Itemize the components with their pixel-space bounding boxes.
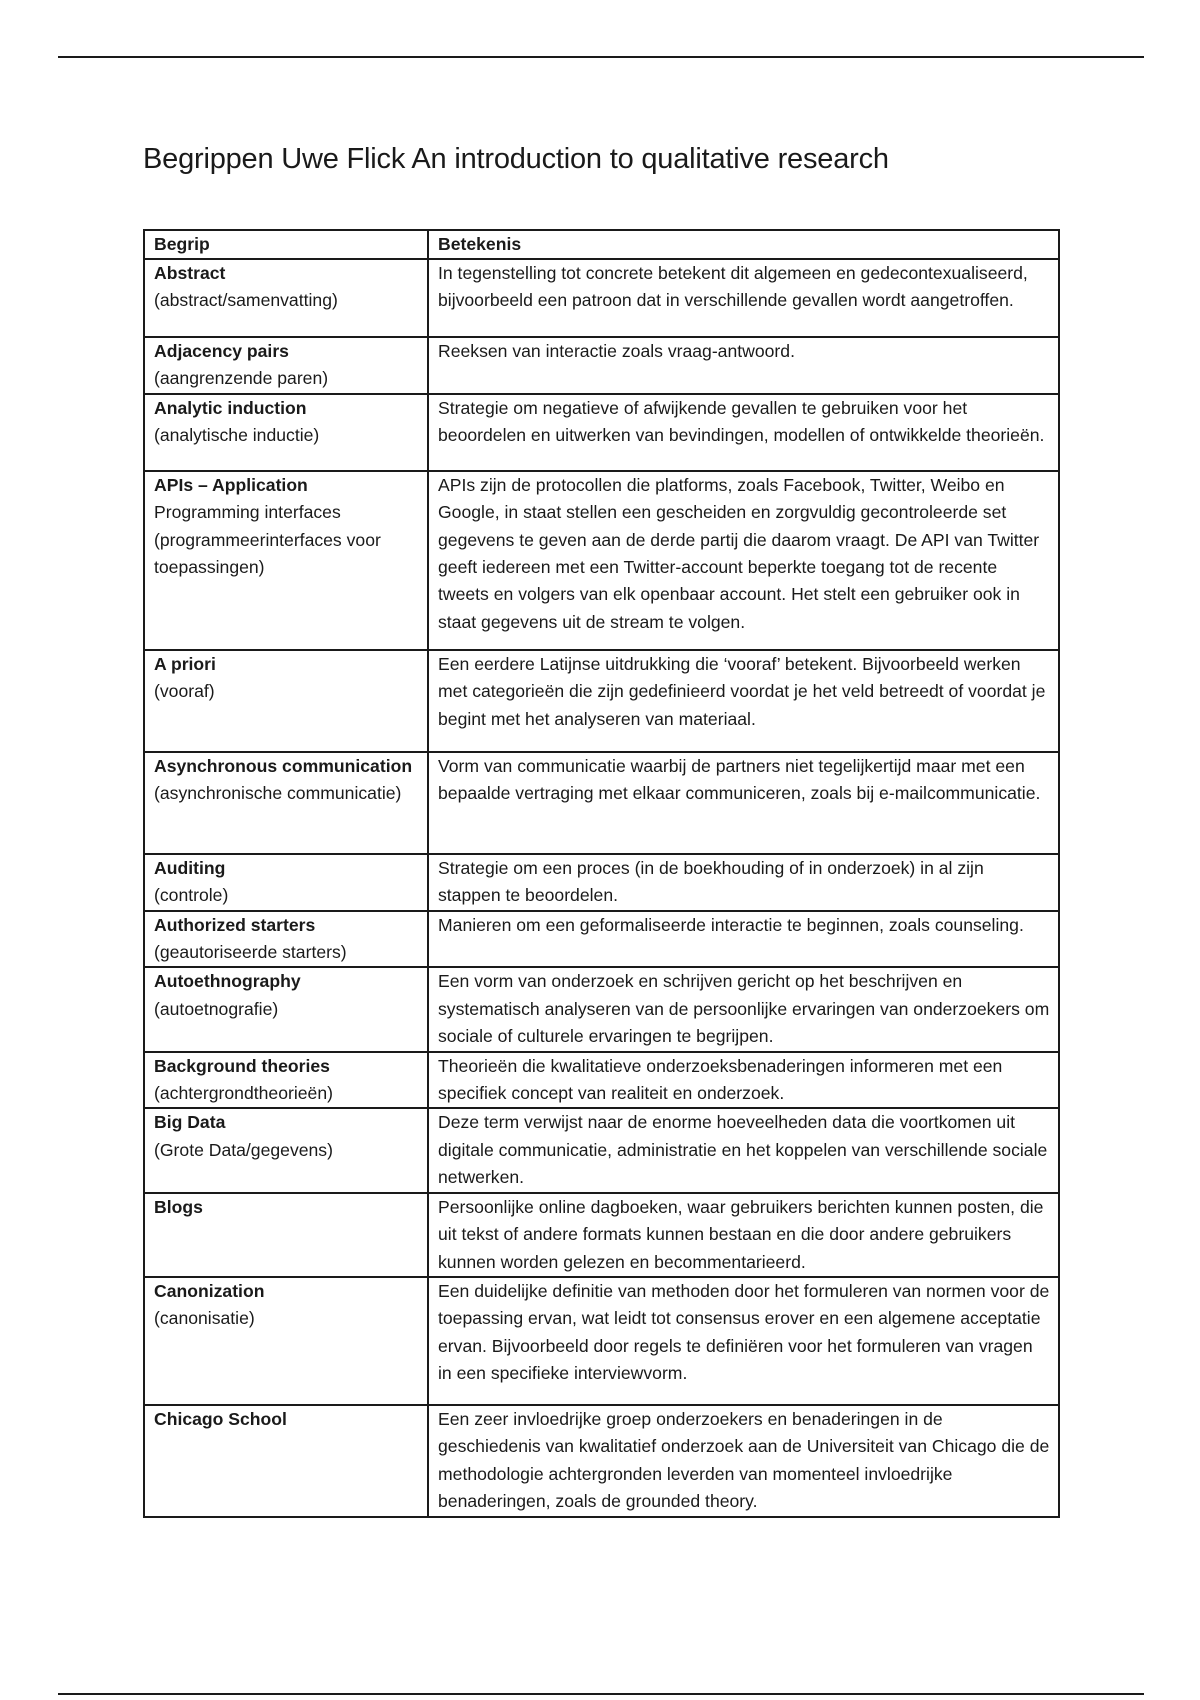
term-english: A priori bbox=[154, 653, 216, 674]
term-cell bbox=[144, 650, 428, 752]
term-translation: Programming interfaces (programmeerinterfaces voor toepassingen) bbox=[154, 502, 381, 578]
footer-rule bbox=[58, 1693, 1144, 1695]
definition-text: Manieren om een geformaliseerde interactie te beginnen, zoals counseling. bbox=[438, 914, 1024, 935]
header-rule bbox=[58, 56, 1144, 58]
term-translation: (geautoriseerde starters) bbox=[154, 942, 347, 963]
table-row bbox=[144, 337, 1059, 394]
definition-cell bbox=[428, 259, 1059, 337]
glossary-body bbox=[144, 259, 1059, 1517]
term-english: Big Data bbox=[154, 1112, 226, 1133]
definition-cell bbox=[428, 854, 1059, 911]
term-english: Asynchronous communication bbox=[154, 755, 413, 776]
term-cell bbox=[144, 1277, 428, 1405]
definition-cell bbox=[428, 1052, 1059, 1109]
definition-text: Een eerdere Latijnse uitdrukking die ‘vooraf’ betekent. Bijvoorbeeld werken met categorieën die zijn gedefinieerd voordat je het veld betreedt of voordat je begint met het analyseren van materiaal. bbox=[438, 653, 1046, 729]
definition-text: Een vorm van onderzoek en schrijven gericht op het beschrijven en systematisch analyseren van de persoonlijke ervaringen van onderzoekers om sociale of culturele ervaringen te begrijpen. bbox=[438, 971, 1050, 1047]
term-english: Analytic induction bbox=[154, 397, 307, 418]
term-cell bbox=[144, 337, 428, 394]
term-translation: (achtergrondtheorieën) bbox=[154, 1083, 333, 1104]
table-row bbox=[144, 471, 1059, 650]
table-row bbox=[144, 752, 1059, 854]
term-cell bbox=[144, 911, 428, 968]
definition-text: Strategie om een proces (in de boekhouding of in onderzoek) in al zijn stappen te beoordelen. bbox=[438, 857, 984, 906]
definition-text: Deze term verwijst naar de enorme hoeveelheden data die voortkomen uit digitale communicatie, administratie en het koppelen van verschillende sociale netwerken. bbox=[438, 1112, 1048, 1188]
definition-text: Theorieën die kwalitatieve onderzoeksbenaderingen informeren met een specifiek concept van realiteit en onderzoek. bbox=[438, 1055, 1003, 1104]
term-translation: (asynchronische communicatie) bbox=[154, 783, 402, 804]
definition-text: Een duidelijke definitie van methoden door het formuleren van normen voor de toepassing ervan, wat leidt tot consensus erover en een algemene acceptatie ervan. Bijvoorbeeld door regels te definiëren voor het formuleren van vragen in een specifieke interviewvorm. bbox=[438, 1280, 1050, 1384]
term-english: Authorized starters bbox=[154, 914, 316, 935]
term-translation: (aangrenzende paren) bbox=[154, 368, 329, 389]
table-row bbox=[144, 650, 1059, 752]
term-translation: (analytische inductie) bbox=[154, 425, 320, 446]
table-row bbox=[144, 259, 1059, 337]
definition-cell bbox=[428, 1405, 1059, 1517]
table-row bbox=[144, 1108, 1059, 1192]
term-cell bbox=[144, 259, 428, 337]
table-header-row bbox=[144, 230, 1059, 259]
term-cell bbox=[144, 854, 428, 911]
table-row bbox=[144, 1405, 1059, 1517]
definition-cell bbox=[428, 471, 1059, 650]
definition-text: Reeksen van interactie zoals vraag-antwoord. bbox=[438, 341, 795, 361]
term-translation: (Grote Data/gegevens) bbox=[154, 1139, 333, 1160]
term-cell bbox=[144, 752, 428, 854]
term-english: Adjacency pairs bbox=[154, 341, 289, 361]
term-translation: (autoetnografie) bbox=[154, 998, 279, 1019]
term-english: Blogs bbox=[154, 1196, 203, 1217]
term-cell bbox=[144, 1108, 428, 1192]
document-title: Begrippen Uwe Flick An introduction to qualitative research bbox=[143, 143, 889, 175]
table-row bbox=[144, 967, 1059, 1051]
term-english: Background theories bbox=[154, 1055, 330, 1076]
term-cell bbox=[144, 1052, 428, 1109]
definition-text: In tegenstelling tot concrete betekent dit algemeen en gedecontexualiseerd, bijvoorbeeld een patroon dat in verschillende gevallen wordt aangetroffen. bbox=[438, 263, 1028, 311]
definition-cell bbox=[428, 752, 1059, 854]
term-english: Auditing bbox=[154, 857, 226, 878]
definition-cell bbox=[428, 337, 1059, 394]
term-translation: (abstract/samenvatting) bbox=[154, 290, 338, 311]
term-english: Abstract bbox=[154, 263, 226, 283]
column-header-meaning: Betekenis bbox=[428, 230, 1059, 259]
definition-text: Persoonlijke online dagboeken, waar gebruikers berichten kunnen posten, die uit tekst of andere formats kunnen bestaan en die door andere gebruikers kunnen worden gelezen en becommentarieerd. bbox=[438, 1196, 1044, 1272]
definition-cell bbox=[428, 394, 1059, 471]
term-cell bbox=[144, 1193, 428, 1277]
definition-text: Een zeer invloedrijke groep onderzoekers en benaderingen in de geschiedenis van kwalitatief onderzoek aan de Universiteit van Chicago die de methodologie achtergronden leverden van momenteel invloedrijke benaderingen, zoals de grounded theory. bbox=[438, 1408, 1050, 1512]
definition-cell bbox=[428, 1277, 1059, 1405]
term-cell bbox=[144, 1405, 428, 1517]
table-row bbox=[144, 911, 1059, 968]
term-cell bbox=[144, 394, 428, 471]
table-row bbox=[144, 854, 1059, 911]
term-translation: (canonisatie) bbox=[154, 1308, 255, 1329]
term-translation: (vooraf) bbox=[154, 681, 215, 702]
definition-cell bbox=[428, 1108, 1059, 1192]
term-english: APIs – Application bbox=[154, 474, 308, 495]
column-header-term: Begrip bbox=[144, 230, 428, 259]
definition-text: Strategie om negatieve of afwijkende gevallen te gebruiken voor het beoordelen en uitwerken van bevindingen, modellen of ontwikkelde theorieën. bbox=[438, 397, 1045, 446]
table-row bbox=[144, 1193, 1059, 1277]
table-row bbox=[144, 1052, 1059, 1109]
definition-cell bbox=[428, 911, 1059, 968]
table-row bbox=[144, 1277, 1059, 1405]
definition-text: Vorm van communicatie waarbij de partners niet tegelijkertijd maar met een bepaalde vertraging met elkaar communiceren, zoals bij e-mailcommunicatie. bbox=[438, 755, 1041, 804]
table-row bbox=[144, 394, 1059, 471]
term-cell bbox=[144, 471, 428, 650]
definition-cell bbox=[428, 967, 1059, 1051]
glossary-table bbox=[143, 229, 1060, 1518]
definition-text: APIs zijn de protocollen die platforms, zoals Facebook, Twitter, Weibo en Google, in staat stellen een gescheiden en zorgvuldig gecontroleerde set gegevens te geven aan de derde partij die daarom vraagt. De API van Twitter geeft iedereen met een Twitter-account beperkte toegang tot de recente tweets en volgers van elk openbaar account. Het stelt een gebruiker ook in staat gegevens uit de stream te volgen. bbox=[438, 474, 1040, 632]
term-english: Canonization bbox=[154, 1280, 265, 1301]
term-cell bbox=[144, 967, 428, 1051]
term-english: Chicago School bbox=[154, 1408, 287, 1429]
definition-cell bbox=[428, 650, 1059, 752]
definition-cell bbox=[428, 1193, 1059, 1277]
term-translation: (controle) bbox=[154, 885, 229, 906]
term-english: Autoethnography bbox=[154, 971, 301, 992]
